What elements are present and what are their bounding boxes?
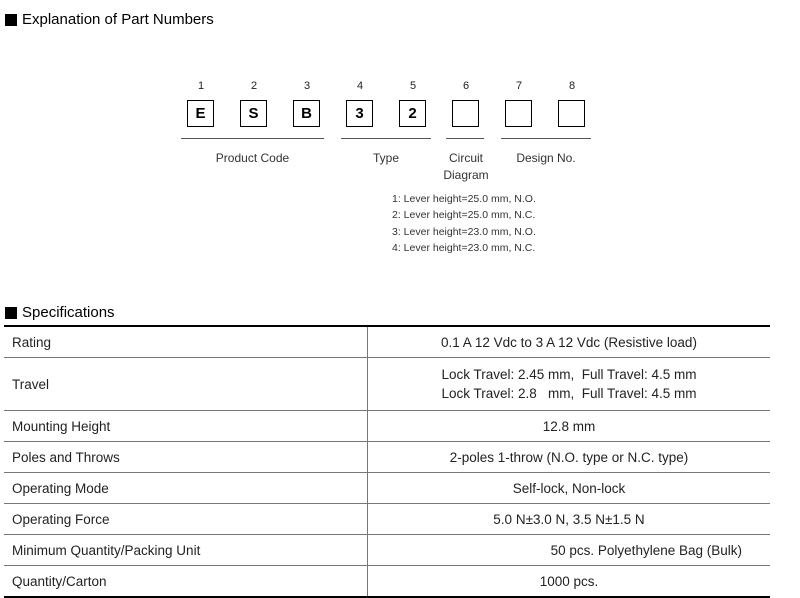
type-underline (341, 138, 431, 139)
table-row (4, 535, 770, 566)
part-numbers-heading (5, 11, 214, 28)
square-bullet-icon (5, 14, 17, 26)
circuit-label-line2: Diagram (443, 168, 489, 182)
square-bullet-icon (5, 307, 17, 319)
pn-box-8 (558, 100, 585, 127)
pn-box-2: S (240, 100, 267, 127)
part-numbers-title: Explanation of Part Numbers (22, 11, 214, 28)
circuit-underline (446, 138, 484, 139)
spec-label: Travel (4, 358, 368, 411)
type-label: Type (372, 151, 399, 165)
spec-label: Minimum Quantity/Packing Unit (4, 535, 368, 566)
travel-line-1: Lock Travel: 2.45 mm, Full Travel: 4.5 mm (441, 367, 697, 382)
spec-label: Mounting Height (4, 411, 368, 442)
type-notes (392, 191, 536, 256)
pn-index-1: 1 (197, 80, 205, 92)
pn-box-5: 2 (399, 100, 426, 127)
product-code-label: Product Code (215, 151, 290, 165)
product-code-underline (181, 138, 324, 139)
pn-box-4: 3 (346, 100, 373, 127)
pn-box-6 (452, 100, 479, 127)
spec-label: Poles and Throws (4, 442, 368, 473)
table-row (4, 442, 770, 473)
circuit-label-line1: Circuit (448, 151, 483, 165)
pn-box-7 (505, 100, 532, 127)
specifications-heading (5, 304, 115, 321)
spec-label: Rating (4, 326, 368, 358)
spec-value: 12.8 mm (368, 411, 771, 442)
type-note: 1: Lever height=25.0 mm, N.O. (392, 193, 536, 205)
pn-index-6: 6 (462, 80, 470, 92)
type-note: 2: Lever height=25.0 mm, N.C. (392, 209, 536, 222)
specifications-title: Specifications (22, 304, 115, 321)
pn-index-5: 5 (409, 80, 417, 92)
table-row (4, 411, 770, 442)
pn-box-3: B (293, 100, 320, 127)
spec-value: 50 pcs. Polyethylene Bag (Bulk) (368, 535, 771, 566)
design-underline (501, 138, 591, 139)
design-no-label: Design No. (516, 151, 576, 165)
spec-label: Operating Force (4, 504, 368, 535)
table-row (4, 358, 770, 411)
spec-label: Operating Mode (4, 473, 368, 504)
type-note: 4: Lever height=23.0 mm, N.C. (392, 241, 536, 254)
spec-label: Quantity/Carton (4, 566, 368, 598)
type-note: 3: Lever height=23.0 mm, N.O. (392, 225, 536, 238)
table-row (4, 473, 770, 504)
table-row (4, 504, 770, 535)
travel-line-2: Lock Travel: 2.8 mm, Full Travel: 4.5 mm (441, 386, 697, 401)
spec-value: 1000 pcs. (368, 566, 771, 598)
pn-box-1: E (187, 100, 214, 127)
pn-index-4: 4 (356, 80, 364, 92)
pn-index-8: 8 (568, 80, 576, 92)
circuit-diagram-label (436, 150, 496, 184)
pn-index-7: 7 (515, 80, 523, 92)
pn-index-2: 2 (250, 80, 258, 92)
spec-value: 0.1 A 12 Vdc to 3 A 12 Vdc (Resistive load) (368, 326, 771, 358)
specifications-table (4, 325, 770, 598)
spec-value: Self-lock, Non-lock (368, 473, 771, 504)
spec-value-travel (368, 358, 771, 411)
spec-value: 5.0 N±3.0 N, 3.5 N±1.5 N (368, 504, 771, 535)
pn-index-3: 3 (303, 80, 311, 92)
table-row (4, 566, 770, 598)
spec-value: 2-poles 1-throw (N.O. type or N.C. type) (368, 442, 771, 473)
table-row (4, 326, 770, 358)
